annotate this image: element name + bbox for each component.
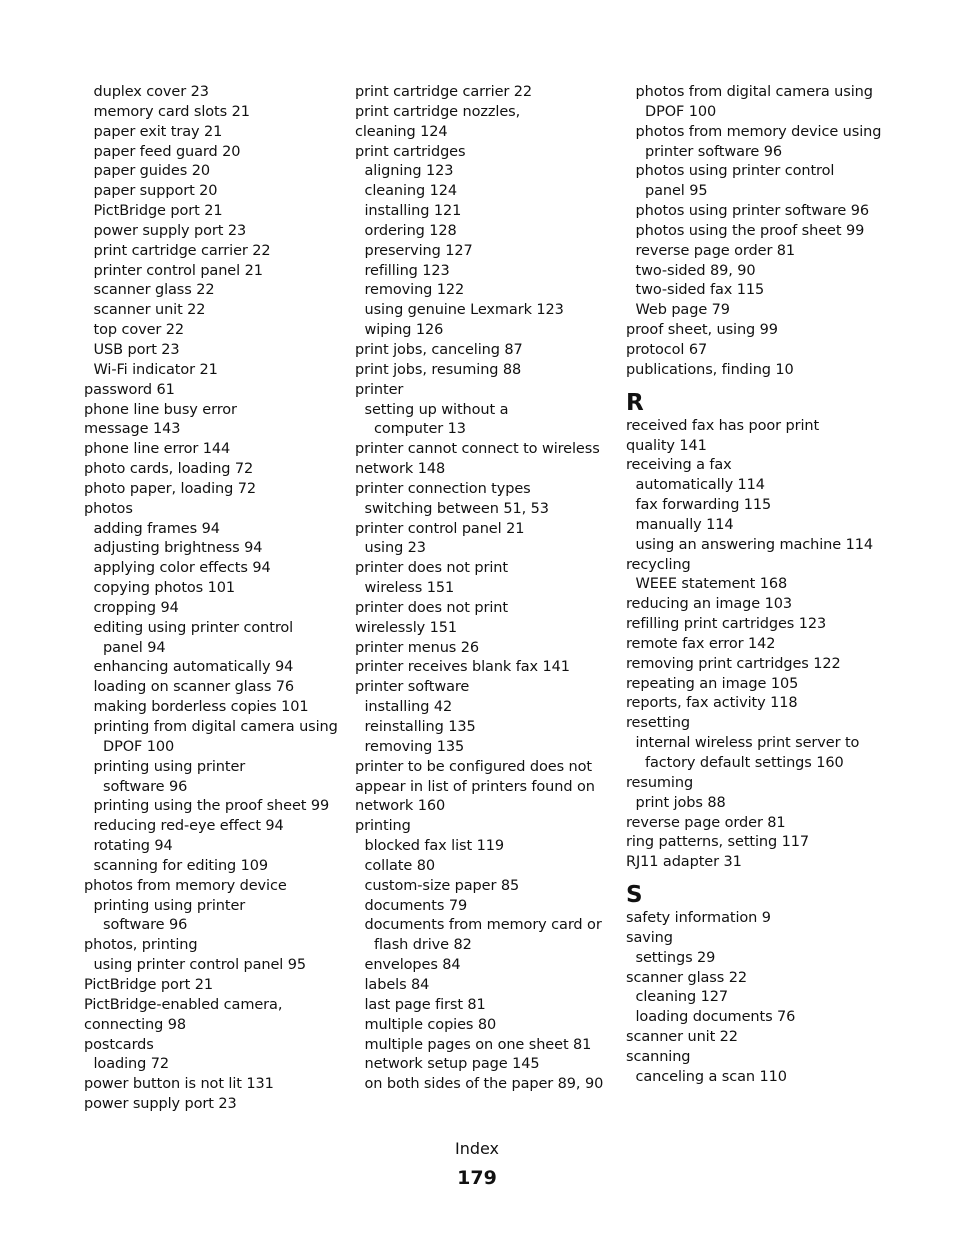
- index-entry: scanning for editing 109: [93, 857, 269, 874]
- index-entry: printing from digital camera using: [93, 719, 338, 735]
- index-entry: reducing red-eye effect 94: [93, 818, 284, 835]
- index-entry: USB port 23: [93, 341, 180, 358]
- index-entry: memory card slots 21: [93, 103, 250, 120]
- index-entry: removing 135: [364, 738, 465, 755]
- index-entry: power supply port 23: [84, 1096, 237, 1113]
- index-entry: Web page 79: [635, 302, 730, 319]
- index-entry: settings 29: [635, 949, 716, 966]
- index-entry: internal wireless print server to: [635, 735, 860, 752]
- index-entry: network 148: [355, 461, 446, 478]
- index-entry: software 96: [103, 917, 188, 934]
- index-entry: using 23: [364, 540, 426, 557]
- index-entry: refilling print cartridges 123: [626, 616, 827, 633]
- index-entry: canceling a scan 110: [635, 1068, 787, 1085]
- index-entry: aligning 123: [364, 163, 454, 180]
- index-entry: scanner unit 22: [93, 302, 206, 319]
- index-entry: two-sided fax 115: [635, 282, 765, 299]
- index-entry: printing using printer: [93, 897, 246, 914]
- index-entry: reducing an image 103: [626, 596, 792, 613]
- index-entry: Wi-Fi indicator 21: [93, 361, 218, 378]
- index-entry: photos using printer control: [635, 163, 835, 180]
- index-entry: print jobs, canceling 87: [355, 341, 523, 358]
- index-entry: power supply port 23: [93, 222, 247, 239]
- index-entry: photos: [84, 500, 133, 517]
- index-entry: scanner glass 22: [626, 969, 747, 986]
- index-entry: printer control panel 21: [355, 520, 525, 537]
- index-entry: printer: [355, 381, 404, 398]
- index-entry: fax forwarding 115: [635, 497, 772, 514]
- index-entry: printer control panel 21: [93, 262, 263, 279]
- index-entry: receiving a fax: [626, 457, 732, 474]
- index-entry: resetting: [626, 715, 690, 732]
- index-entry: adding frames 94: [93, 520, 220, 537]
- index-entry: PictBridge port 21: [93, 203, 223, 220]
- index-entry: photos using printer software 96: [635, 203, 869, 220]
- index-entry: preserving 127: [364, 242, 473, 259]
- index-entry: custom-size paper 85: [364, 877, 520, 894]
- index-entry: adjusting brightness 94: [93, 540, 263, 557]
- index-entry: network setup page 145: [364, 1056, 540, 1073]
- index-column-1: [84, 83, 354, 1115]
- index-entry: phone line error 144: [84, 441, 231, 458]
- index-entry: multiple pages on one sheet 81: [364, 1036, 592, 1053]
- index-entry: installing 121: [364, 203, 462, 220]
- index-entry: power button is not lit 131: [84, 1076, 274, 1093]
- index-entry: print jobs 88: [635, 794, 726, 811]
- index-entry: recycling: [626, 556, 691, 573]
- index-entry: PictBridge port 21: [84, 976, 213, 993]
- index-entry: printing using printer: [93, 758, 246, 775]
- footer-section-label: Index: [454, 1139, 500, 1158]
- index-entry: paper guides 20: [93, 163, 210, 180]
- index-entry: panel 94: [103, 639, 166, 656]
- index-entry: rotating 94: [93, 838, 173, 855]
- index-entry: envelopes 84: [364, 957, 461, 974]
- index-entry: installing 42: [364, 699, 453, 716]
- index-entry: resuming: [626, 774, 694, 791]
- index-entry: printer software 96: [645, 143, 782, 160]
- index-entry: enhancing automatically 94: [93, 659, 294, 676]
- index-entry: DPOF 100: [645, 103, 717, 120]
- index-entry: cropping 94: [93, 599, 179, 616]
- index-entry: password 61: [84, 381, 175, 398]
- index-entry: documents 79: [364, 897, 468, 914]
- index-column-2: [355, 83, 620, 1095]
- index-entry: setting up without a: [364, 401, 509, 418]
- index-entry: factory default settings 160: [645, 755, 844, 771]
- index-entry: using an answering machine 114: [635, 536, 873, 553]
- index-entry: copying photos 101: [93, 580, 236, 597]
- index-entry: printer does not print: [355, 560, 508, 577]
- index-entry: quality 141: [626, 437, 707, 454]
- index-entry: computer 13: [374, 421, 466, 438]
- index-entry: postcards: [84, 1036, 154, 1053]
- index-entry: duplex cover 23: [93, 84, 209, 100]
- index-entry: print cartridge carrier 22: [355, 84, 533, 100]
- index-entry: safety information 9: [626, 910, 771, 927]
- index-entry: wireless 151: [364, 580, 455, 597]
- index-entry: printer to be configured does not: [355, 758, 593, 775]
- index-entry: wirelessly 151: [355, 619, 458, 636]
- index-entry: repeating an image 105: [626, 675, 799, 692]
- index-entry: paper support 20: [93, 183, 218, 200]
- index-entry: appear in list of printers found on: [355, 778, 595, 795]
- index-entry: PictBridge-enabled camera,: [84, 996, 283, 1013]
- index-entry: last page first 81: [364, 996, 486, 1013]
- index-entry: photos, printing: [84, 937, 198, 954]
- index-entry: wiping 126: [364, 322, 444, 339]
- index-entry: photos from digital camera using: [635, 84, 873, 100]
- index-entry: switching between 51, 53: [364, 500, 549, 517]
- index-entry: network 160: [355, 798, 446, 815]
- page-number: 179: [457, 1167, 497, 1189]
- index-entry: scanner glass 22: [93, 282, 215, 299]
- index-entry: blocked fax list 119: [364, 838, 504, 855]
- index-entry: phone line busy error: [84, 401, 237, 418]
- index-entry: documents from memory card or: [364, 917, 602, 934]
- index-entry: photo paper, loading 72: [84, 480, 256, 497]
- index-entry: photos using the proof sheet 99: [635, 222, 865, 239]
- index-entry: removing print cartridges 122: [626, 655, 841, 672]
- index-entry: photos from memory device using: [635, 123, 882, 140]
- index-entry: two-sided 89, 90: [635, 262, 756, 279]
- index-entry: reverse page order 81: [635, 242, 796, 259]
- index-entry: loading 72: [93, 1056, 169, 1073]
- index-entry: photos from memory device: [84, 877, 287, 894]
- index-entry: applying color effects 94: [93, 560, 271, 577]
- index-entry: flash drive 82: [374, 937, 472, 954]
- index-entry: printer connection types: [355, 480, 531, 497]
- index-entry: proof sheet, using 99: [626, 322, 778, 339]
- index-entry: print cartridge nozzles,: [355, 103, 521, 120]
- index-entry: message 143: [84, 421, 181, 438]
- index-entry: ring patterns, setting 117: [626, 834, 809, 851]
- index-entry: DPOF 100: [103, 738, 175, 755]
- index-entry: printing using the proof sheet 99: [93, 798, 330, 815]
- index-entry: protocol 67: [626, 341, 708, 358]
- index-entry: printer cannot connect to wireless: [355, 441, 600, 458]
- index-entry: using genuine Lexmark 123: [364, 302, 564, 319]
- index-entry: using printer control panel 95: [93, 957, 306, 974]
- index-entry: publications, finding 10: [626, 361, 794, 378]
- index-entry: received fax has poor print: [626, 417, 820, 434]
- section-heading: R: [626, 389, 644, 416]
- index-entry: print cartridge carrier 22: [93, 242, 271, 259]
- index-entry: RJ11 adapter 31: [626, 854, 742, 871]
- section-heading: S: [626, 882, 643, 909]
- index-entry: cleaning 124: [364, 183, 458, 200]
- index-entry: software 96: [103, 778, 188, 795]
- index-entry: scanner unit 22: [626, 1029, 738, 1046]
- index-entry: WEEE statement 168: [635, 576, 788, 593]
- index-entry: printing: [355, 818, 411, 835]
- index-entry: removing 122: [364, 282, 465, 299]
- index-entry: labels 84: [364, 976, 430, 993]
- index-column-3: [626, 83, 916, 1088]
- index-entry: automatically 114: [635, 477, 765, 494]
- index-entry: print jobs, resuming 88: [355, 361, 522, 378]
- index-entry: remote fax error 142: [626, 635, 776, 652]
- index-entry: multiple copies 80: [364, 1016, 497, 1033]
- index-entry: refilling 123: [364, 262, 450, 279]
- index-entry: loading documents 76: [635, 1009, 796, 1026]
- index-entry: reinstalling 135: [364, 719, 476, 735]
- index-entry: print cartridges: [355, 143, 466, 160]
- index-entry: paper exit tray 21: [93, 123, 223, 140]
- index-entry: paper feed guard 20: [93, 143, 241, 160]
- index-entry: saving: [626, 929, 673, 946]
- index-entry: manually 114: [635, 516, 734, 533]
- index-entry: printer does not print: [355, 599, 508, 616]
- index-entry: panel 95: [645, 183, 708, 200]
- index-entry: collate 80: [364, 857, 435, 874]
- index-entry: ordering 128: [364, 222, 457, 239]
- index-entry: photo cards, loading 72: [84, 461, 254, 478]
- index-entry: reverse page order 81: [626, 814, 786, 831]
- index-entry: loading on scanner glass 76: [93, 679, 295, 696]
- index-entry: printer receives blank fax 141: [355, 659, 570, 676]
- index-entry: printer menus 26: [355, 639, 480, 656]
- index-entry: scanning: [626, 1048, 691, 1065]
- index-entry: connecting 98: [84, 1016, 186, 1033]
- index-entry: making borderless copies 101: [93, 699, 309, 716]
- index-entry: editing using printer control: [93, 619, 294, 636]
- index-entry: reports, fax activity 118: [626, 695, 798, 712]
- index-entry: printer software: [355, 679, 470, 696]
- index-entry: cleaning 124: [355, 123, 448, 140]
- index-entry: top cover 22: [93, 322, 185, 339]
- index-entry: cleaning 127: [635, 989, 729, 1006]
- index-entry: on both sides of the paper 89, 90: [364, 1076, 604, 1093]
